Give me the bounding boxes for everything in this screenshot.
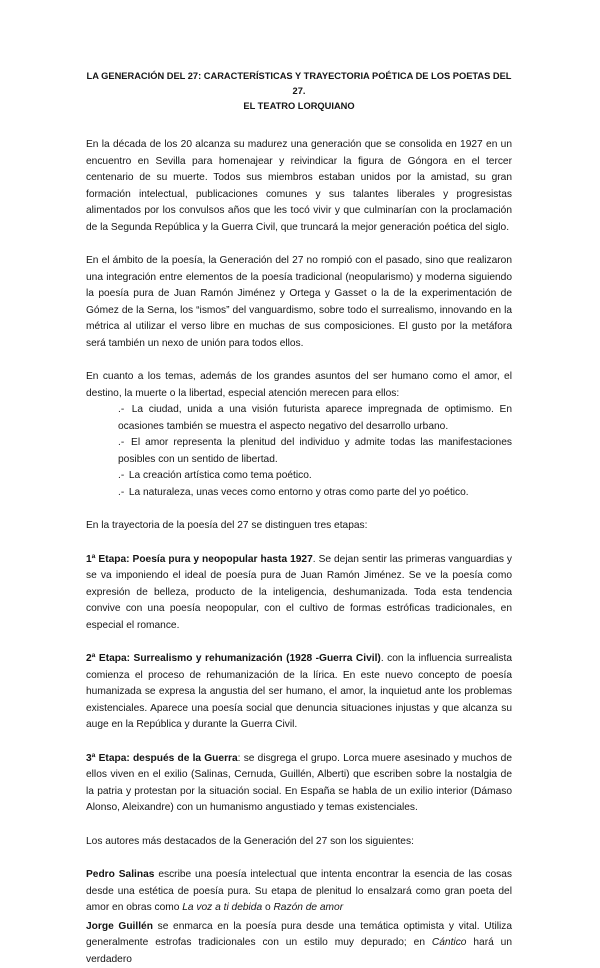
list-item: [118, 485, 512, 502]
paragraph-intro: En la década de los 20 alcanza su madurez una generación que se consolida en 1927 en un encuentro en Sevilla para homenajear y reivindicar la figura de Góngora en el tercer centenario de su muerte. Todos sus miembros estaban unidos por la amistad, su gran formación intelectual, publicaciones comunes y sus talantes liberales y progresistas alimentados por los convulsos años que les tocó vivir y que culminarían con la proclamación de la Segunda República y la Guerra Civil, que truncará la mejor generación poética del siglo.: [86, 137, 512, 236]
list-item-text: La ciudad, unida a una visión futurista aparece impregnada de optimismo. En ocasiones también se muestra el aspecto negativo del desarrollo urbano.: [118, 404, 512, 432]
author-name-salinas: Pedro Salinas: [86, 869, 154, 880]
salinas-work-2: Razón de amor: [273, 902, 343, 913]
paragraph-stage-1: [86, 552, 512, 635]
title-line-2: EL TEATRO LORQUIANO: [86, 99, 512, 114]
title-line-1: LA GENERACIÓN DEL 27: CARACTERÍSTICAS Y TRAYECTORIA POÉTICA DE LOS POETAS DEL 27.: [86, 69, 512, 99]
guillen-text: se enmarca en la poesía pura desde una temática optimista y vital. Utiliza generalmente estrofas tradicionales con un estilo muy depurado; en: [86, 921, 512, 949]
stage-2-heading: 2ª Etapa: Surrealismo y rehumanización (1928 -Guerra Civil): [86, 653, 381, 664]
bullet-marker: .-: [118, 435, 126, 452]
salinas-text: escribe una poesía intelectual que intenta encontrar la esencia de las cosas desde una estética de poesía pura. Su etapa de plenitud lo ensalzará como gran poeta del amor en obras como: [86, 869, 512, 913]
paragraph-authors-intro: Los autores más destacados de la Generación del 27 son los siguientes:: [86, 834, 512, 851]
stage-3-text: : se disgrega el grupo. Lorca muere asesinado y muchos de ellos viven en el exilio (Salinas, Cernuda, Guillén, Alberti) que escriben sobre la nostalgia de la patria y protestan por la situación social. En España se habla de un exilio interior (Dámaso Alonso, Aleixandre) con un humanismo angustiado y temas existenciales.: [86, 753, 512, 814]
bullet-marker: .-: [118, 485, 126, 502]
guillen-work: Cántico: [432, 937, 467, 948]
stage-1-heading: 1ª Etapa: Poesía pura y neopopular hasta 1927: [86, 554, 313, 565]
salinas-work-1: La voz a ti debida: [182, 902, 262, 913]
salinas-conjunction: o: [262, 902, 273, 913]
paragraph-poetry-scope: En el ámbito de la poesía, la Generación del 27 no rompió con el pasado, sino que realizaron una integración entre elementos de la poesía tradicional (neopularismo) y moderna siguiendo la poesía pura de Juan Ramón Jiménez y Ortega y Gasset o la de la experimentación de Gómez de la Serna, los “ismos” del vanguardismo, sobre todo el surrealismo, innovando en la métrica al utilizar el verso libre en muchas de sus composiciones. El gusto por la metáfora será también un nexo de unión para todos ellos.: [86, 253, 512, 352]
stage-3-heading: 3ª Etapa: después de la Guerra: [86, 753, 238, 764]
paragraph-stage-2: [86, 651, 512, 734]
stage-1-text: . Se dejan sentir las primeras vanguardias y se va imponiendo el ideal de poesía pura de Juan Ramón Jiménez. Se ve la poesía como expresión de belleza, producto de la inteligencia, deshumanizada. Toda esta tendencia convive con una poesía neopopular, con el cultivo de formas estróficas tradicionales, en especial el romance.: [86, 554, 512, 631]
paragraph-stage-3: [86, 751, 512, 817]
document-title: [86, 69, 512, 114]
paragraph-guillen: [86, 919, 512, 968]
paragraph-stages-intro: En la trayectoria de la poesía del 27 se distinguen tres etapas:: [86, 518, 512, 535]
paragraph-salinas: [86, 867, 512, 917]
guillen-text-continued: hará un verdadero: [86, 937, 512, 965]
author-name-guillen: Jorge Guillén: [86, 921, 153, 932]
list-item-text: La naturaleza, unas veces como entorno y otras como parte del yo poético.: [129, 487, 469, 498]
stage-2-text: . con la influencia surrealista comienza el proceso de rehumanización de la lírica. En este nuevo concepto de poesía humanizada se expresa la angustia del ser humano, el amor, la inquietud ante los problemas existenciales. Aparece una poesía social que denuncia situaciones injustas y que alcanza su auge en la República y durante la Guerra Civil.: [86, 653, 512, 730]
bullet-marker: .-: [118, 468, 126, 485]
paragraph-themes: En cuanto a los temas, además de los grandes asuntos del ser humano como el amor, el destino, la muerte o la libertad, especial atención merecen para ellos:: [86, 369, 512, 402]
list-item-text: El amor representa la plenitud del individuo y admite todas las manifestaciones posibles con un sentido de libertad.: [118, 437, 512, 465]
list-item: [118, 402, 512, 435]
list-item: [118, 435, 512, 468]
bullet-marker: .-: [118, 402, 126, 419]
list-item-text: La creación artística como tema poético.: [129, 470, 312, 481]
themes-list: [118, 402, 512, 501]
list-item: [118, 468, 512, 485]
